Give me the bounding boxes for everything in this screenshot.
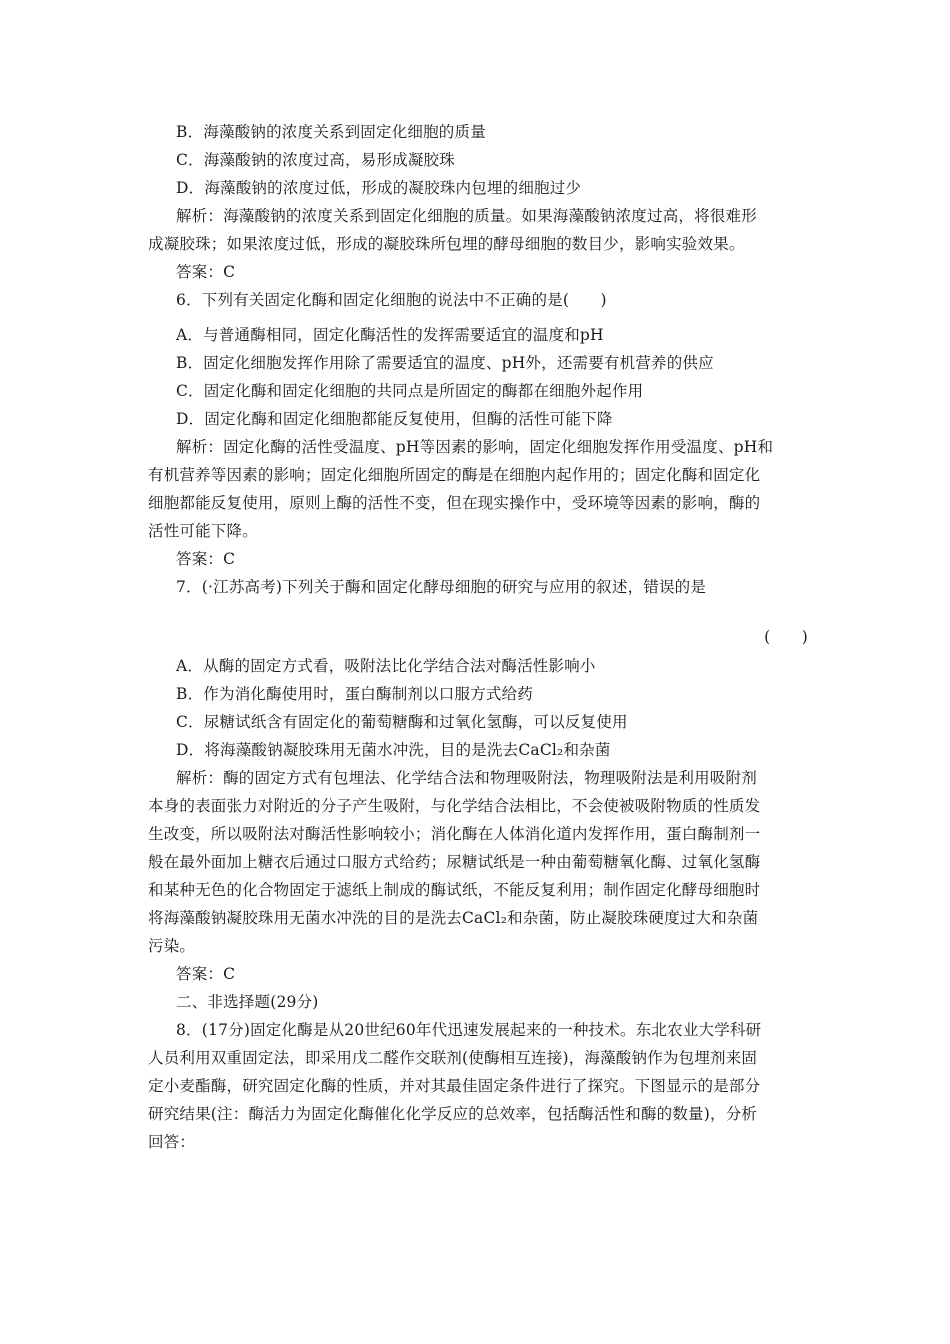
q7-analysis-line: 和某种无色的化合物固定于滤纸上制成的酶试纸，不能反复利用；制作固定化酵母细胞时	[148, 881, 761, 899]
q7-option-d: D．将海藻酸钠凝胶珠用无菌水冲洗，目的是洗去CaCl₂和杂菌	[176, 741, 611, 759]
q8-stem-line: 8．(17分)固定化酶是从20世纪60年代迅速发展起来的一种技术。东北农业大学科研	[176, 1021, 762, 1039]
q8-stem-line: 人员利用双重固定法，即采用戊二醛作交联剂(使酶相互连接)，海藻酸钠作为包埋剂来固	[148, 1049, 758, 1067]
q6-analysis-line: 活性可能下降。	[148, 522, 258, 540]
q7-option-b: B．作为消化酶使用时，蛋白酶制剂以口服方式给药	[176, 685, 533, 703]
q7-answer: 答案：C	[176, 965, 236, 983]
q5-option-b: B．海藻酸钠的浓度关系到固定化细胞的质量	[176, 123, 486, 141]
q7-answer-bracket: ( )	[764, 628, 808, 646]
q5-analysis-line: 解析：海藻酸钠的浓度关系到固定化细胞的质量。如果海藻酸钠浓度过高，将很难形	[176, 207, 757, 225]
section-heading: 二、非选择题(29分)	[176, 993, 319, 1011]
q6-option-a: A．与普通酶相同，固定化酶活性的发挥需要适宜的温度和pH	[176, 326, 604, 344]
q5-analysis-line: 成凝胶珠；如果浓度过低，形成的凝胶珠所包埋的酵母细胞的数目少，影响实验效果。	[148, 235, 745, 253]
q5-answer: 答案：C	[176, 263, 236, 281]
q8-stem-line: 定小麦酯酶，研究固定化酶的性质，并对其最佳固定条件进行了探究。下图显示的是部分	[148, 1077, 761, 1095]
q7-option-a: A．从酶的固定方式看，吸附法比化学结合法对酶活性影响小	[176, 657, 596, 675]
q7-analysis-line: 本身的表面张力对附近的分子产生吸附，与化学结合法相比，不会使被吸附物质的性质发	[148, 797, 761, 815]
q7-analysis-line: 般在最外面加上糖衣后通过口服方式给药；尿糖试纸是一种由葡萄糖氧化酶、过氧化氢酶	[148, 853, 761, 871]
q7-stem: 7．(·江苏高考)下列关于酶和固定化酵母细胞的研究与应用的叙述，错误的是	[176, 578, 707, 596]
q7-analysis-line: 将海藻酸钠凝胶珠用无菌水冲洗的目的是洗去CaCl₂和杂菌，防止凝胶珠硬度过大和杂菌	[148, 909, 759, 927]
q8-stem-line: 研究结果(注：酶活力为固定化酶催化化学反应的总效率，包括酶活性和酶的数量)，分析	[148, 1105, 758, 1123]
q5-option-d: D．海藻酸钠的浓度过低，形成的凝胶珠内包埋的细胞过少	[176, 179, 582, 197]
q6-analysis-line: 细胞都能反复使用，原则上酶的活性不变，但在现实操作中，受环境等因素的影响，酶的	[148, 494, 761, 512]
q6-option-b: B．固定化细胞发挥作用除了需要适宜的温度、pH外，还需要有机营养的供应	[176, 354, 714, 372]
q6-option-c: C．固定化酶和固定化细胞的共同点是所固定的酶都在细胞外起作用	[176, 382, 644, 400]
q7-analysis-line: 污染。	[148, 937, 196, 955]
q5-option-c: C．海藻酸钠的浓度过高，易形成凝胶珠	[176, 151, 455, 169]
q7-analysis-line: 生改变，所以吸附法对酶活性影响较小；消化酶在人体消化道内发挥作用，蛋白酶制剂一	[148, 825, 761, 843]
q8-stem-line: 回答：	[148, 1133, 196, 1151]
q6-option-d: D．固定化酶和固定化细胞都能反复使用，但酶的活性可能下降	[176, 410, 613, 428]
q6-stem: 6．下列有关固定化酶和固定化细胞的说法中不正确的是( )	[176, 291, 607, 309]
q6-answer: 答案：C	[176, 550, 236, 568]
q7-analysis-line: 解析：酶的固定方式有包埋法、化学结合法和物理吸附法，物理吸附法是利用吸附剂	[176, 769, 757, 787]
q6-analysis-line: 解析：固定化酶的活性受温度、pH等因素的影响，固定化细胞发挥作用受温度、pH和	[176, 438, 774, 456]
q6-analysis-line: 有机营养等因素的影响；固定化细胞所固定的酶是在细胞内起作用的；固定化酶和固定化	[148, 466, 761, 484]
q7-option-c: C．尿糖试纸含有固定化的葡萄糖酶和过氧化氢酶，可以反复使用	[176, 713, 628, 731]
